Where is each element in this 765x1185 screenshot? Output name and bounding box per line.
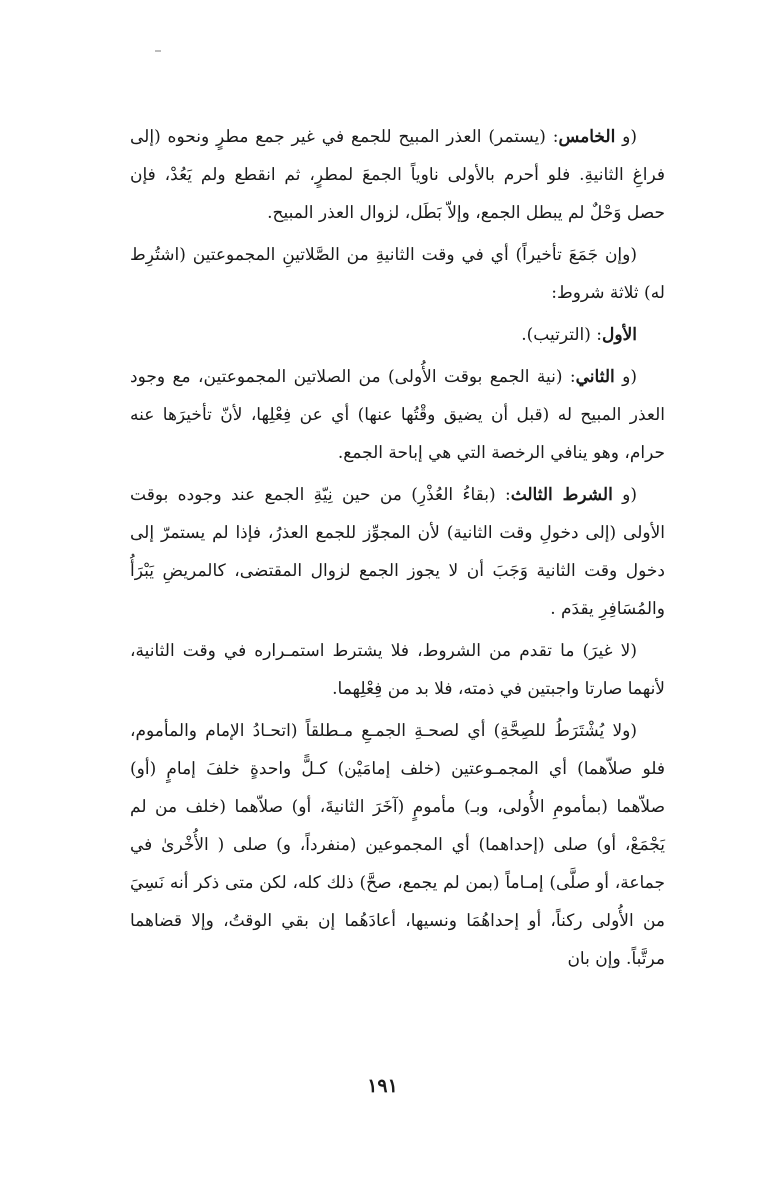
page-number: ١٩١ [367, 1075, 398, 1097]
paragraph-text: : (الترتيب). [521, 325, 603, 345]
paragraph-text: : (نية الجمع بوقت الأُولى) من الصلاتين المجموعتين، مع وجود العذر المبيح له (قبل أن يضيق وقْتُها عنها) أي عن فِعْلِها، لأنّ تأخيرَها عنه حرام، وهو ينافي الرخصة التي هي إباحة الجمع. [130, 367, 665, 463]
paragraph-text: : (بقاءُ العُذْرِ) من حين نِيّةِ الجمع عند وجوده بوقت الأولى (إلى دخولِ وقت الثانية) لأن المجوِّز للجمع العذرُ، فإذا لم يستمرّ إلى دخول وقت الثانية وَجَبَ أن لا يجوز الجمع لزوال المقتضى، كالمريضِ يَبْرَأُ والمُسَافِرِ يقدَم . [130, 485, 665, 619]
paragraph-heading: الأول [602, 325, 637, 345]
paragraph-fifth-condition [130, 118, 665, 232]
paragraph-heading: الخامس [558, 127, 616, 147]
paragraph-third-condition [130, 476, 665, 628]
paragraph-text: (لا غيرَ) ما تقدم من الشروط، فلا يشترط استمـراره في وقت الثانية، لأنهما صارتا واجبتين في ذمته، فلا بد من فِعْلِهما. [130, 641, 665, 699]
paragraph-text: (وإن جَمَعَ تأخيراً) أي في وقت الثانيةِ من الصَّلاتينِ المجموعتين (اشتُرِط له) ثلاثة شروط: [130, 245, 665, 303]
paragraph-lead: (و [612, 485, 637, 505]
paragraph-first-condition [130, 316, 665, 354]
paragraph-delayed-combining [130, 236, 665, 312]
paragraph-lead: (و [614, 367, 637, 387]
page-body [130, 118, 665, 982]
paragraph-text: : (يستمر) العذر المبيح للجمع في غير جمع مطرٍ ونحوه (إلى فراغِ الثانيةِ. فلو أحرم بالأولى ناوياً الجمعَ لمطرٍ، ثم انقطع ولم يَعُدْ، فإن حصل وَحْلٌ لم يبطل الجمع، وإلاّ بَطَل، لزوال العذر المبيح. [130, 127, 665, 223]
paragraph-heading: الشرط الثالث [510, 485, 613, 505]
paragraph-lead: (و [615, 127, 637, 147]
paragraph-no-other-conditions [130, 632, 665, 708]
scan-speck [155, 50, 161, 52]
paragraph-heading: الثاني [575, 367, 615, 387]
paragraph-second-condition [130, 358, 665, 472]
paragraph-imam-not-required [130, 712, 665, 978]
paragraph-text: (ولا يُشْتَرَطُ للصِحَّةِ) أي لصحـةِ الجمـعِ مـطلقاً (اتحـادُ الإمام والمأموم، فلو صلاّهما) أي المجمـوعتين (خلف إمامَيْن) كـلًّ واحدةٍ خلفَ إمامٍ (أو) صلاّهما (بمأمومِ الأُولى، وبـ) مأمومٍ (آخَرَ الثانيةَ، أو) صلاّهما (خلف من لم يَجْمَعْ، أو) صلى (إحداهما) أي المجموعين (منفرداً، و) صلى ( الأُخْرىٰ في جماعة، أو صلَّى) إمـاماً (بمن لم يجمع، صحَّ) ذلك كله، لكن متى ذكر أنه نَسِيَ من الأُولى ركناً، أو إحداهُمَا ونسيها، أعادَهُما إن بقي الوقتُ، وإلا قضاهما مرتَّباً. وإن بان [130, 721, 665, 969]
